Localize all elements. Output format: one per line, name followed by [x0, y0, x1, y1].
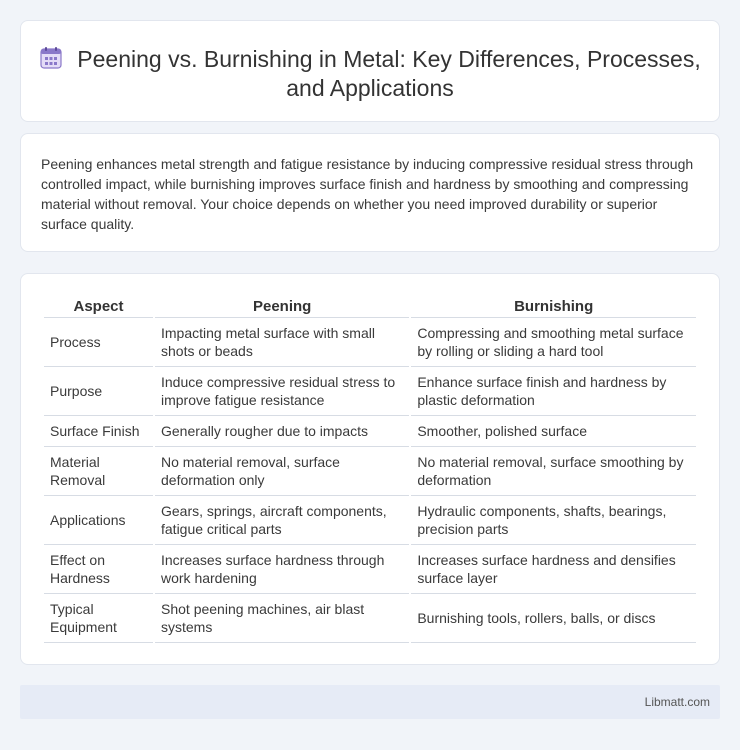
cell-burnishing: Smoother, polished surface [411, 416, 696, 447]
cell-burnishing: Enhance surface finish and hardness by plastic deformation [411, 367, 696, 416]
cell-aspect: Applications [44, 496, 153, 545]
cell-peening: Induce compressive residual stress to improve fatigue resistance [155, 367, 409, 416]
cell-burnishing: Compressing and smoothing metal surface by rolling or sliding a hard tool [411, 318, 696, 367]
cell-peening: Generally rougher due to impacts [155, 416, 409, 447]
cell-peening: Increases surface hardness through work hardening [155, 545, 409, 594]
cell-burnishing: Burnishing tools, rollers, balls, or discs [411, 594, 696, 643]
cell-burnishing: Increases surface hardness and densifies surface layer [411, 545, 696, 594]
calendar-icon [39, 46, 63, 70]
header-peening: Peening [155, 296, 409, 318]
comparison-table [42, 296, 698, 643]
comparison-card [20, 273, 720, 665]
header-burnishing: Burnishing [411, 296, 696, 318]
table-row [44, 447, 696, 496]
summary-card [20, 133, 720, 252]
table-row [44, 545, 696, 594]
table-row [44, 594, 696, 643]
table-row [44, 367, 696, 416]
cell-aspect: Purpose [44, 367, 153, 416]
table-row [44, 416, 696, 447]
footer-bar [20, 685, 720, 719]
page-title [21, 45, 719, 103]
cell-peening: Impacting metal surface with small shots or beads [155, 318, 409, 367]
table-row [44, 496, 696, 545]
title-card [20, 20, 720, 122]
summary-text: Peening enhances metal strength and fatigue resistance by inducing compressive residual stress through controlled impact, while burnishing improves surface finish and hardness by smoothing and compressing material without removal. Your choice depends on whether you need improved durability or superior surface quality. [41, 156, 694, 232]
cell-aspect: Typical Equipment [44, 594, 153, 643]
page-title-text: Peening vs. Burnishing in Metal: Key Differences, Processes, and Applications [77, 46, 701, 101]
cell-aspect: Surface Finish [44, 416, 153, 447]
table-row [44, 318, 696, 367]
cell-peening: Shot peening machines, air blast systems [155, 594, 409, 643]
cell-peening: Gears, springs, aircraft components, fatigue critical parts [155, 496, 409, 545]
cell-aspect: Process [44, 318, 153, 367]
footer-brand-link[interactable]: Libmatt.com [644, 695, 710, 709]
cell-peening: No material removal, surface deformation only [155, 447, 409, 496]
table-header-row [44, 296, 696, 318]
cell-aspect: Effect on Hardness [44, 545, 153, 594]
header-aspect: Aspect [44, 296, 153, 318]
cell-aspect: Material Removal [44, 447, 153, 496]
cell-burnishing: No material removal, surface smoothing by deformation [411, 447, 696, 496]
cell-burnishing: Hydraulic components, shafts, bearings, precision parts [411, 496, 696, 545]
